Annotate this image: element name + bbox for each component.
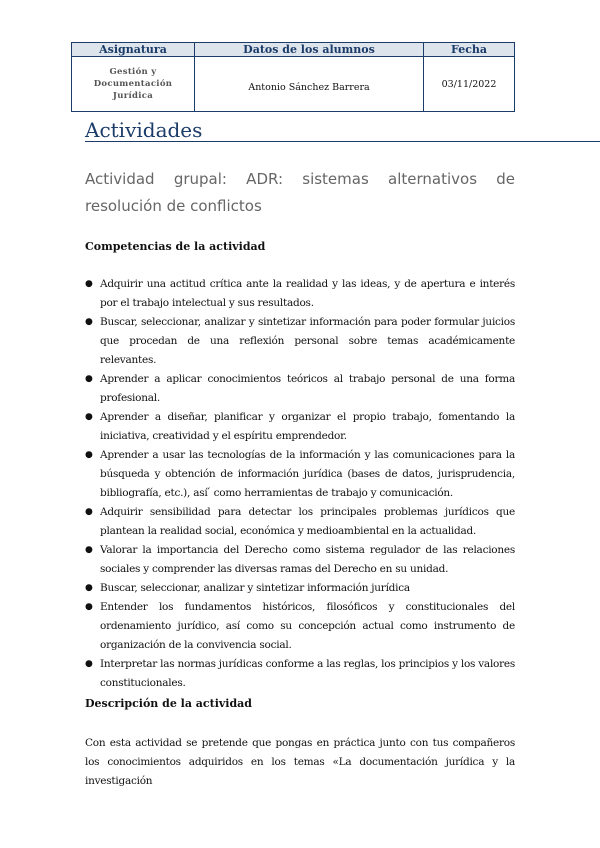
bullet-icon: ● — [85, 602, 93, 612]
list-item-text: Interpretar las normas jurídicas conforme a las reglas, los principios y los valores constitucionales. — [100, 658, 515, 689]
title-divider — [85, 141, 600, 142]
subject-cell — [72, 57, 195, 112]
list-item-text: Adquirir sensibilidad para detectar los principales problemas jurídicos que plantean la realidad social, económica y medioambiental en la actualidad. — [100, 506, 515, 537]
column-header-fecha: Fecha — [424, 43, 515, 57]
descripcion-heading: Descripción de la actividad — [85, 697, 252, 710]
list-item — [85, 579, 515, 598]
competencias-list — [85, 275, 515, 693]
subject-line: Jurídica — [112, 91, 154, 101]
list-item — [85, 541, 515, 579]
list-item — [85, 408, 515, 446]
list-item-text: Aprender a aplicar conocimientos teóricos al trabajo personal de una forma profesional. — [100, 373, 515, 404]
column-header-datos-alumnos: Datos de los alumnos — [195, 43, 424, 57]
list-item-text: Buscar, seleccionar, analizar y sintetizar información para poder formular juicios que procedan de una reflexión personal sobre temas académicamente relevantes. — [100, 316, 515, 366]
list-item — [85, 446, 515, 503]
list-item-text: Valorar la importancia del Derecho como sistema regulador de las relaciones sociales y comprender las diversas ramas del Derecho en su unidad. — [100, 544, 515, 575]
list-item — [85, 503, 515, 541]
bullet-icon: ● — [85, 279, 93, 289]
list-item-text: Aprender a usar las tecnologías de la información y las comunicaciones para la búsqueda y obtención de información jurídica (bases de datos, jurisprudencia, bibliografía, etc.), así ́ como herramientas de trabajo y comunicación. — [100, 449, 515, 499]
descripcion-paragraph: Con esta actividad se pretende que pongas en práctica junto con tus compañeros los conocimientos adquiridos en los temas «La documentación jurídica y la investigación — [85, 737, 515, 787]
list-item — [85, 370, 515, 408]
subject-line: Gestión y — [109, 67, 157, 77]
list-item — [85, 598, 515, 655]
bullet-icon: ● — [85, 450, 93, 460]
date-cell: 03/11/2022 — [424, 57, 515, 112]
bullet-icon: ● — [85, 659, 93, 669]
activity-title: Actividad grupal: ADR: sistemas alternativos de resolución de conflictos — [85, 170, 515, 215]
list-item — [85, 313, 515, 370]
bullet-icon: ● — [85, 412, 93, 422]
competencias-heading: Competencias de la actividad — [85, 240, 266, 253]
list-item — [85, 275, 515, 313]
bullet-icon: ● — [85, 583, 93, 593]
bullet-icon: ● — [85, 374, 93, 384]
student-name-cell: Antonio Sánchez Barrera — [195, 57, 424, 112]
bullet-icon: ● — [85, 507, 93, 517]
list-item-text: Adquirir una actitud crítica ante la realidad y las ideas, y de apertura e interés por el trabajo intelectual y sus resultados. — [100, 278, 515, 309]
list-item-text: Buscar, seleccionar, analizar y sintetizar información jurídica — [100, 582, 410, 594]
page-title: Actividades — [85, 118, 203, 142]
header-table — [71, 42, 515, 112]
bullet-icon: ● — [85, 545, 93, 555]
list-item-text: Aprender a diseñar, planificar y organizar el propio trabajo, fomentando la iniciativa, creatividad y el espíritu emprendedor. — [100, 411, 515, 442]
list-item — [85, 655, 515, 693]
column-header-asignatura: Asignatura — [72, 43, 195, 57]
subject-line: Documentación — [93, 79, 173, 89]
bullet-icon: ● — [85, 317, 93, 327]
list-item-text: Entender los fundamentos históricos, filosóficos y constitucionales del ordenamiento jurídico, así como su concepción actual como instrumento de organización de la convivencia social. — [100, 601, 515, 651]
